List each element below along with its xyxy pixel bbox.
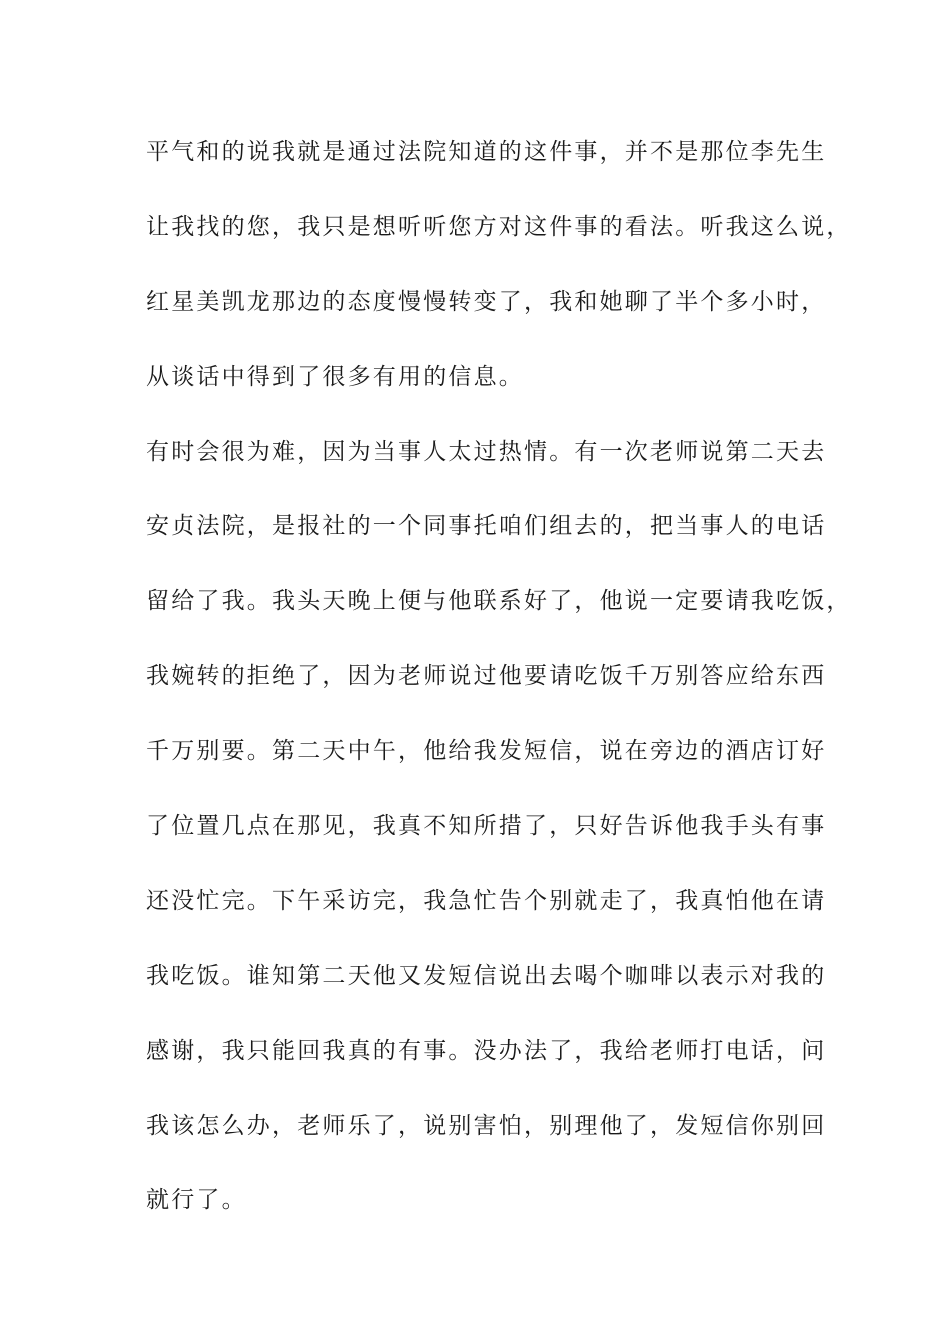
text-line: 有时会很为难，因为当事人太过热情。有一次老师说第二天去: [146, 438, 827, 465]
text-line: 留给了我。我头天晚上便与他联系好了，他说一定要请我吃饭，: [146, 588, 852, 615]
text-line: 从谈话中得到了很多有用的信息。: [146, 363, 524, 390]
text-line: 千万别要。第二天中午，他给我发短信，说在旁边的酒店订好: [146, 738, 827, 765]
text-line: 感谢，我只能回我真的有事。没办法了，我给老师打电话，问: [146, 1037, 827, 1064]
body-text: [146, 131, 852, 1254]
text-line: 红星美凯龙那边的态度慢慢转变了，我和她聊了半个多小时，: [146, 288, 827, 315]
text-line: 我吃饭。谁知第二天他又发短信说出去喝个咖啡以表示对我的: [146, 962, 827, 989]
text-line: 还没忙完。下午采访完，我急忙告个别就走了，我真怕他在请: [146, 887, 827, 914]
text-line: 让我找的您，我只是想听听您方对这件事的看法。听我这么说，: [146, 213, 852, 240]
text-line: 我婉转的拒绝了，因为老师说过他要请吃饭千万别答应给东西: [146, 663, 827, 690]
text-line: 安贞法院，是报社的一个同事托咱们组去的，把当事人的电话: [146, 513, 827, 540]
text-line: 我该怎么办，老师乐了，说别害怕，别理他了，发短信你别回: [146, 1112, 827, 1139]
text-line: 平气和的说我就是通过法院知道的这件事，并不是那位李先生: [146, 139, 827, 165]
text-line: 了位置几点在那见，我真不知所措了，只好告诉他我手头有事: [146, 813, 827, 840]
text-line: 就行了。: [146, 1187, 247, 1214]
